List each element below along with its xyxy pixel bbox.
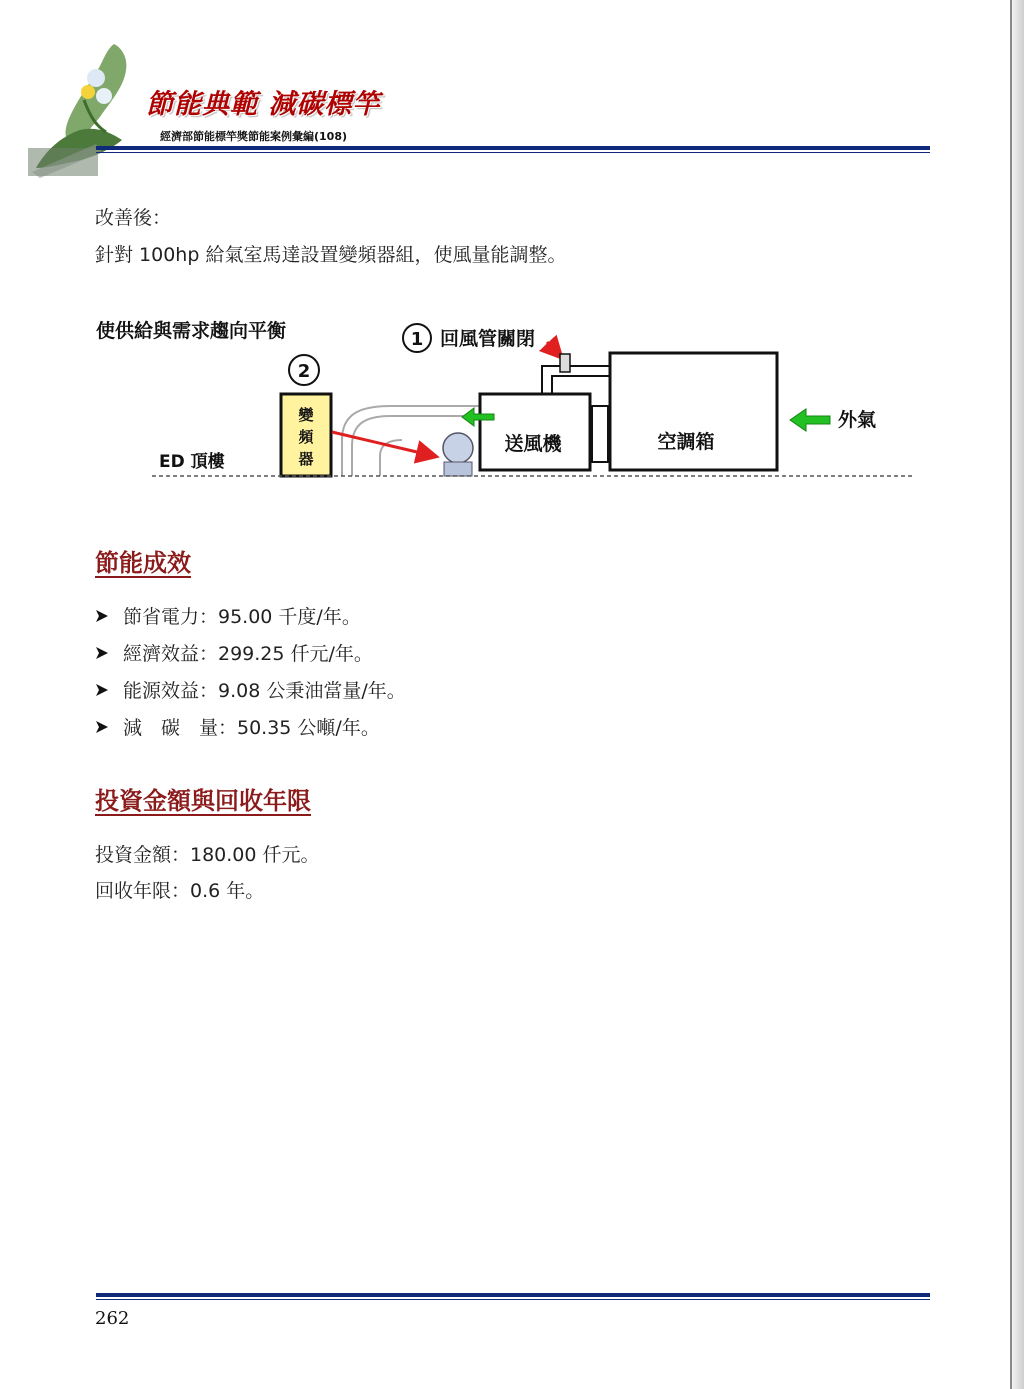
ahu-label: 空調箱 [657, 431, 715, 453]
arrow-bullet-icon [95, 720, 109, 734]
inverter-char-3: 器 [298, 450, 314, 468]
marker-1-number: 1 [410, 329, 424, 350]
header-rule [96, 146, 930, 150]
outside-air-green-arrow [790, 409, 830, 431]
page-number: 262 [95, 1308, 130, 1329]
arrow-bullet-icon [95, 609, 109, 623]
investment-heading: 投資金額與回收年限 [95, 787, 311, 815]
marker-1-label: 回風管關閉 [440, 328, 536, 350]
blower-box [480, 394, 590, 470]
motor-base [444, 462, 472, 476]
damper-red-arrow [547, 342, 560, 356]
diagram-caption: 使供給與需求趨向平衡 [96, 320, 287, 342]
blower-label: 送風機 [504, 433, 562, 455]
footer-rule-thin [96, 1299, 930, 1300]
brand-subtitle: 經濟部節能標竿獎節能案例彙編(108) [160, 130, 348, 143]
damper-icon [560, 354, 570, 372]
savings-item: 能源效益：9.08 公秉油當量/年。 [95, 676, 406, 703]
page-edge-shadow [1012, 0, 1024, 1389]
outside-air-label: 外氣 [838, 409, 877, 431]
intro-description: 針對 100hp 給氣室馬達設置變頻器組，使風量能調整。 [95, 244, 567, 266]
savings-item: 減 碳 量：50.35 公噸/年。 [95, 713, 380, 740]
payback-period: 回收年限：0.6 年。 [95, 880, 265, 902]
savings-heading: 節能成效 [95, 549, 191, 577]
taiwan-leaf-logo [26, 40, 156, 180]
inverter-char-1: 變 [298, 406, 314, 424]
intro-label: 改善後： [95, 207, 172, 229]
savings-item: 節省電力：95.00 千度/年。 [95, 602, 361, 629]
header-rule-thin [96, 152, 930, 153]
brand-title: 節能典範 減碳標竿 [146, 89, 381, 120]
connector-box [592, 406, 608, 462]
inverter-char-2: 頻 [298, 428, 314, 446]
marker-2-number: 2 [297, 361, 311, 382]
arrow-bullet-icon [95, 683, 109, 697]
investment-amount: 投資金額：180.00 仟元。 [95, 844, 320, 866]
savings-item: 經濟效益：299.25 仟元/年。 [95, 639, 373, 666]
footer-rule [96, 1293, 930, 1297]
inverter-red-arrow [332, 432, 434, 456]
system-diagram [90, 310, 920, 500]
arrow-bullet-icon [95, 646, 109, 660]
floor-label: ED 頂樓 [159, 452, 225, 472]
motor-icon [443, 433, 473, 463]
